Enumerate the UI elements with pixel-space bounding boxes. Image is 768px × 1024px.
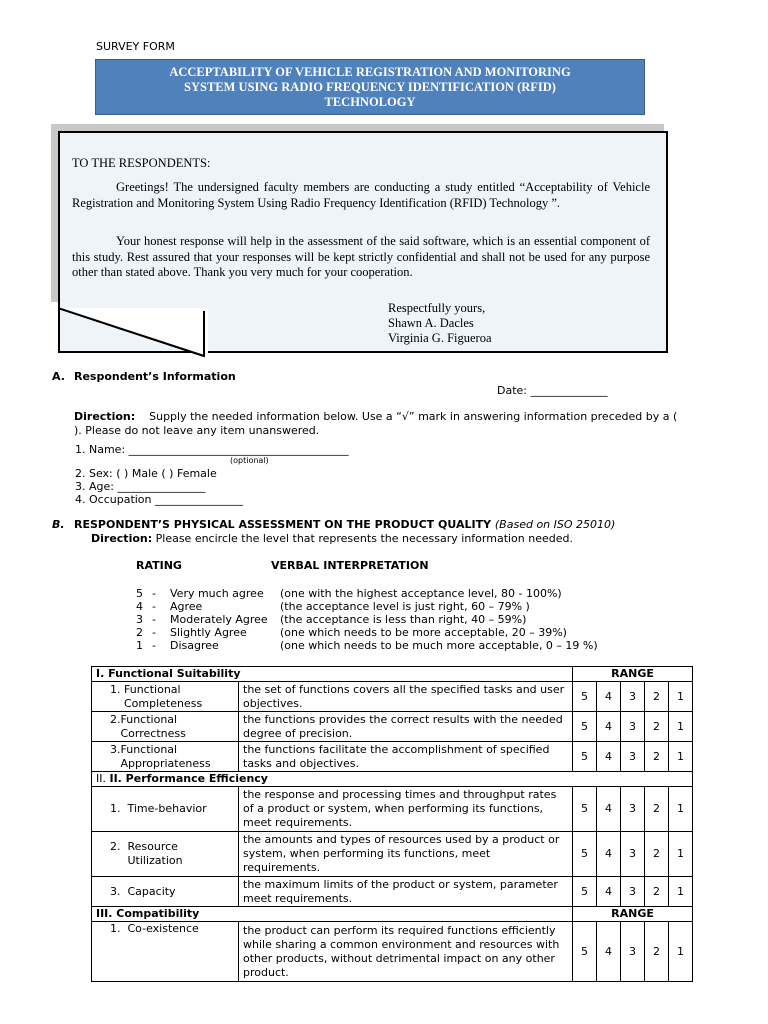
- scale-dash: -: [152, 613, 156, 626]
- range-header: RANGE: [573, 667, 693, 682]
- section-b-heading: [74, 518, 615, 531]
- letter-salutation: TO THE RESPONDENTS:: [72, 156, 211, 170]
- sex-field[interactable]: 2. Sex: ( ) Male ( ) Female: [75, 467, 217, 480]
- rate-option-2[interactable]: 2: [645, 712, 669, 742]
- criterion-description: the amounts and types of resources used by a product or system, when performing its functions, meet requirements.: [239, 832, 573, 877]
- range-header: RANGE: [573, 907, 693, 922]
- scale-number: 1: [136, 639, 143, 652]
- scale-description: (one with the highest acceptance level, 80 - 100%): [280, 587, 562, 600]
- rate-option-3[interactable]: 3: [621, 712, 645, 742]
- page-fold-icon: [58, 308, 208, 358]
- title-line: SYSTEM USING RADIO FREQUENCY IDENTIFICATION (RFID): [184, 79, 556, 94]
- scale-dash: -: [152, 626, 156, 639]
- table-row: [92, 787, 693, 832]
- section-a-direction: [74, 410, 684, 438]
- rate-option-4[interactable]: 4: [597, 682, 621, 712]
- rate-option-5[interactable]: 5: [573, 712, 597, 742]
- table-row: [92, 922, 693, 982]
- scale-description: (the acceptance level is just right, 60 – 79% ): [280, 600, 530, 613]
- rate-option-5[interactable]: 5: [573, 682, 597, 712]
- section-b-title: RESPONDENT’S PHYSICAL ASSESSMENT ON THE PRODUCT QUALITY: [74, 518, 492, 531]
- signatory-name: Shawn A. Dacles: [388, 316, 474, 330]
- letter-closing: Respectfully yours,: [388, 301, 486, 315]
- table-row: [92, 682, 693, 712]
- rate-option-4[interactable]: 4: [597, 922, 621, 982]
- letter-greeting: Greetings! The undersigned faculty members are conducting a study entitled “Acceptability of Vehicle Registration and Monitoring System Using Radio Frequency Identification (RFID) Technology ”.: [72, 180, 650, 210]
- section-b-direction: [91, 532, 573, 545]
- section-b-basis: (Based on ISO 25010): [494, 518, 616, 531]
- category-compatibility: III. Compatibility: [92, 907, 573, 922]
- title-line: ACCEPTABILITY OF VEHICLE REGISTRATION AND MONITORING: [169, 64, 571, 79]
- scale-number: 5: [136, 587, 143, 600]
- rate-option-2[interactable]: 2: [645, 742, 669, 772]
- rate-option-4[interactable]: 4: [597, 877, 621, 907]
- table-row: [92, 742, 693, 772]
- criteria-table: [91, 666, 693, 982]
- criterion-description: the maximum limits of the product or system, parameter meet requirements.: [239, 877, 573, 907]
- title-banner: [95, 59, 645, 115]
- section-a-title: Respondent’s Information: [74, 370, 236, 383]
- rate-option-5[interactable]: 5: [573, 922, 597, 982]
- scale-label: Agree: [170, 600, 203, 613]
- rate-option-3[interactable]: 3: [621, 787, 645, 832]
- rate-option-1[interactable]: 1: [669, 877, 693, 907]
- category-performance-efficiency: II. II. Performance Efficiency: [92, 772, 693, 787]
- rate-option-1[interactable]: 1: [669, 742, 693, 772]
- date-field[interactable]: Date: ______________: [497, 384, 608, 397]
- scale-number: 2: [136, 626, 143, 639]
- rate-option-1[interactable]: 1: [669, 787, 693, 832]
- scale-description: (the acceptance is less than right, 40 – 59%): [280, 613, 527, 626]
- rate-option-4[interactable]: 4: [597, 742, 621, 772]
- section-a-letter: A.: [52, 370, 65, 383]
- rate-option-2[interactable]: 2: [645, 832, 669, 877]
- scale-number: 3: [136, 613, 143, 626]
- criterion-name: 1. Time-behavior: [92, 787, 239, 832]
- occupation-field[interactable]: 4. Occupation ________________: [75, 493, 244, 506]
- rate-option-5[interactable]: 5: [573, 877, 597, 907]
- optional-note: (optional): [230, 456, 269, 465]
- scale-dash: -: [152, 639, 156, 652]
- rating-header: RATING: [136, 559, 182, 572]
- table-category-row: [92, 907, 693, 922]
- rate-option-2[interactable]: 2: [645, 877, 669, 907]
- table-row: [92, 877, 693, 907]
- rate-option-1[interactable]: 1: [669, 832, 693, 877]
- letter-signature: [388, 301, 492, 346]
- scale-label: Disagree: [170, 639, 219, 652]
- rate-option-1[interactable]: 1: [669, 712, 693, 742]
- table-category-row: [92, 772, 693, 787]
- direction-label: Direction:: [91, 532, 153, 545]
- direction-text: Please encircle the level that represents the necessary information needed.: [155, 532, 573, 545]
- criterion-name: 1. Co-existence: [92, 922, 239, 982]
- criterion-description: the set of functions covers all the specified tasks and user objectives.: [239, 682, 573, 712]
- scale-dash: -: [152, 600, 156, 613]
- rate-option-1[interactable]: 1: [669, 682, 693, 712]
- criterion-description: the functions facilitate the accomplishment of specified tasks and objectives.: [239, 742, 573, 772]
- rate-option-5[interactable]: 5: [573, 787, 597, 832]
- letter-body: Your honest response will help in the assessment of the said software, which is an essential component of this study. Rest assured that your responses will be kept strictly confidential and shall not be used for any purpose other than stated above. Thank you very much for your cooperation.: [72, 234, 650, 279]
- age-field[interactable]: 3. Age: ________________: [75, 480, 206, 493]
- form-label: SURVEY FORM: [96, 40, 175, 53]
- criterion-description: the product can perform its required functions efficiently while sharing a common environment and resources with other products, without detrimental impact on any other product.: [239, 922, 573, 982]
- criterion-description: the response and processing times and throughput rates of a product or system, when performing its functions, meet requirements.: [239, 787, 573, 832]
- signatory-name: Virginia G. Figueroa: [388, 331, 492, 345]
- direction-label: Direction:: [74, 410, 136, 423]
- section-b-letter: B.: [52, 518, 65, 531]
- scale-label: Moderately Agree: [170, 613, 268, 626]
- criterion-description: the functions provides the correct results with the needed degree of precision.: [239, 712, 573, 742]
- table-row: [92, 832, 693, 877]
- table-row: [92, 712, 693, 742]
- criterion-name: 2. Functional Correctness: [92, 712, 239, 742]
- name-field[interactable]: 1. Name: ________________________________________: [75, 443, 349, 456]
- rate-option-2[interactable]: 2: [645, 682, 669, 712]
- scale-dash: -: [152, 587, 156, 600]
- table-category-row: [92, 667, 693, 682]
- rate-option-4[interactable]: 4: [597, 712, 621, 742]
- rate-option-2[interactable]: 2: [645, 922, 669, 982]
- criterion-name: 2. Resource Utilization: [92, 832, 239, 877]
- scale-description: (one which needs to be more acceptable, 20 – 39%): [280, 626, 567, 639]
- rate-option-1[interactable]: 1: [669, 922, 693, 982]
- direction-text: Supply the needed information below. Use a “√” mark in answering information preceded by a ( ). Please do not leave any item unanswered.: [74, 410, 678, 437]
- criterion-name: 3. Capacity: [92, 877, 239, 907]
- criterion-name: 3. Functional Appropriateness: [92, 742, 239, 772]
- scale-number: 4: [136, 600, 143, 613]
- rate-option-3[interactable]: 3: [621, 832, 645, 877]
- category-functional-suitability: I. Functional Suitability: [92, 667, 573, 682]
- scale-label: Slightly Agree: [170, 626, 247, 639]
- rate-option-3[interactable]: 3: [621, 682, 645, 712]
- rate-option-5[interactable]: 5: [573, 832, 597, 877]
- rate-option-4[interactable]: 4: [597, 787, 621, 832]
- rate-option-2[interactable]: 2: [645, 787, 669, 832]
- rate-option-4[interactable]: 4: [597, 832, 621, 877]
- rate-option-3[interactable]: 3: [621, 922, 645, 982]
- rate-option-3[interactable]: 3: [621, 742, 645, 772]
- scale-description: (one which needs to be much more acceptable, 0 – 19 %): [280, 639, 598, 652]
- title-line: TECHNOLOGY: [324, 94, 416, 109]
- verbal-interpretation-header: VERBAL INTERPRETATION: [271, 559, 429, 572]
- scale-label: Very much agree: [170, 587, 264, 600]
- rate-option-5[interactable]: 5: [573, 742, 597, 772]
- criterion-name: 1. Functional Completeness: [92, 682, 239, 712]
- rate-option-3[interactable]: 3: [621, 877, 645, 907]
